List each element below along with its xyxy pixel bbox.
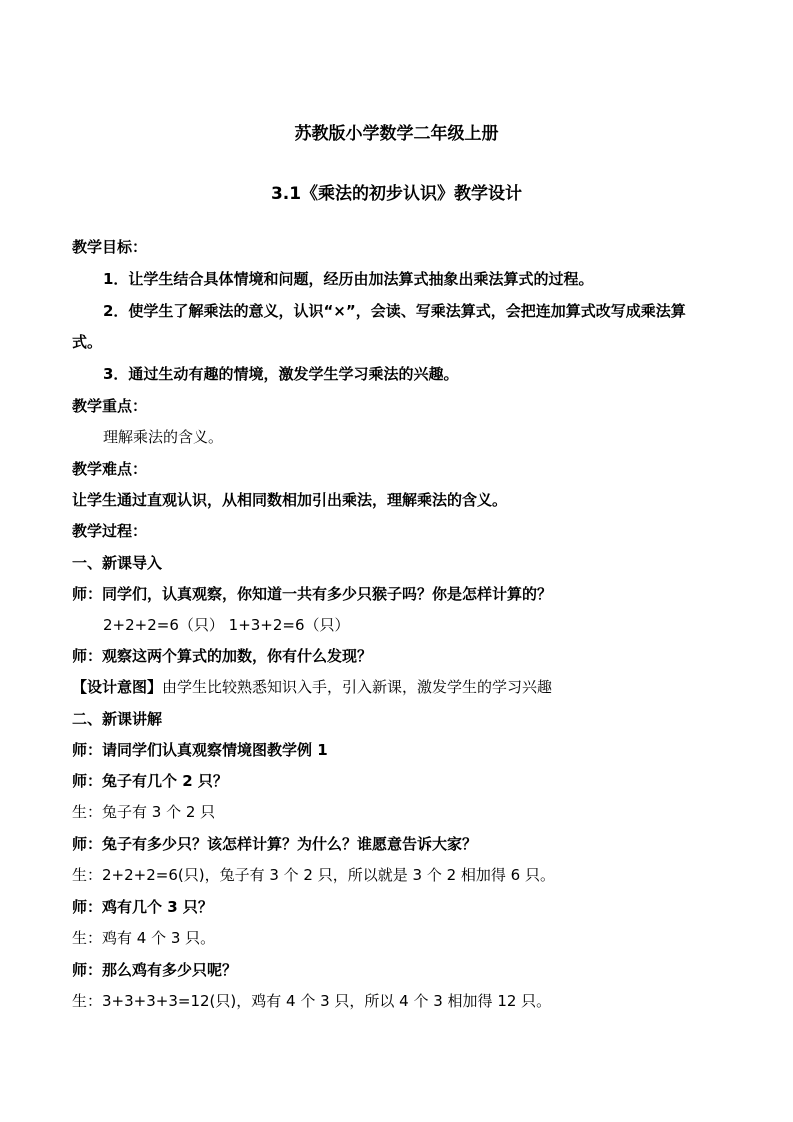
goal-2-line-2: 式。 <box>72 333 103 351</box>
goal-1: 1．让学生结合具体情境和问题，经历由加法算式抽象出乘法算式的过程。 <box>103 270 594 288</box>
section-2-heading: 二、新课讲解 <box>72 710 163 728</box>
doc-title: 苏教版小学数学二年级上册 <box>294 124 499 144</box>
goal-2-line-1: 2．使学生了解乘法的意义，认识“×”，会读、写乘法算式，会把连加算式改写成乘法算 <box>103 302 686 320</box>
teacher-line-5: 师：那么鸡有多少只呢？ <box>72 961 238 979</box>
equations-1: 2+2+2=6（只） 1+3+2=6（只） <box>103 616 350 634</box>
doc-subtitle: 3.1《乘法的初步认识》教学设计 <box>270 184 523 204</box>
section-1-heading: 一、新课导入 <box>72 554 163 572</box>
teacher-line-1: 师：请同学们认真观察情境图教学例 1 <box>72 741 328 759</box>
teacher-line-3: 师：兔子有多少只？该怎样计算？为什么？谁愿意告诉大家？ <box>72 835 478 853</box>
student-line-3: 生：2+2+2=6(只)，兔子有 3 个 2 只，所以就是 3 个 2 相加得 6 只。 <box>72 866 555 884</box>
teacher-question-1: 师：同学们，认真观察，你知道一共有多少只猴子吗？你是怎样计算的？ <box>72 585 553 603</box>
teacher-question-2: 师：观察这两个算式的加数，你有什么发现？ <box>72 647 373 665</box>
student-line-2: 生：兔子有 3 个 2 只 <box>72 803 216 821</box>
difficulty-text: 让学生通过直观认识，从相同数相加引出乘法，理解乘法的含义。 <box>72 491 508 509</box>
student-line-4: 生：鸡有 4 个 3 只。 <box>72 929 216 947</box>
design-intent-text: 由学生比较熟悉知识入手，引入新课，激发学生的学习兴趣 <box>162 678 553 696</box>
goals-heading: 教学目标： <box>72 238 148 256</box>
teacher-line-2: 师：兔子有几个 2 只？ <box>72 772 228 790</box>
student-line-5: 生：3+3+3+3=12(只)，鸡有 4 个 3 只，所以 4 个 3 相加得 12 只。 <box>72 992 552 1010</box>
process-heading: 教学过程： <box>72 522 148 540</box>
design-intent <box>72 677 552 697</box>
teacher-line-4: 师：鸡有几个 3 只？ <box>72 898 213 916</box>
difficulty-heading: 教学难点： <box>72 460 148 478</box>
key-point-heading: 教学重点： <box>72 397 148 415</box>
goal-3: 3．通过生动有趣的情境，激发学生学习乘法的兴趣。 <box>103 365 459 383</box>
design-intent-label: 【设计意图】 <box>72 678 163 696</box>
key-point-text: 理解乘法的含义。 <box>103 428 224 446</box>
